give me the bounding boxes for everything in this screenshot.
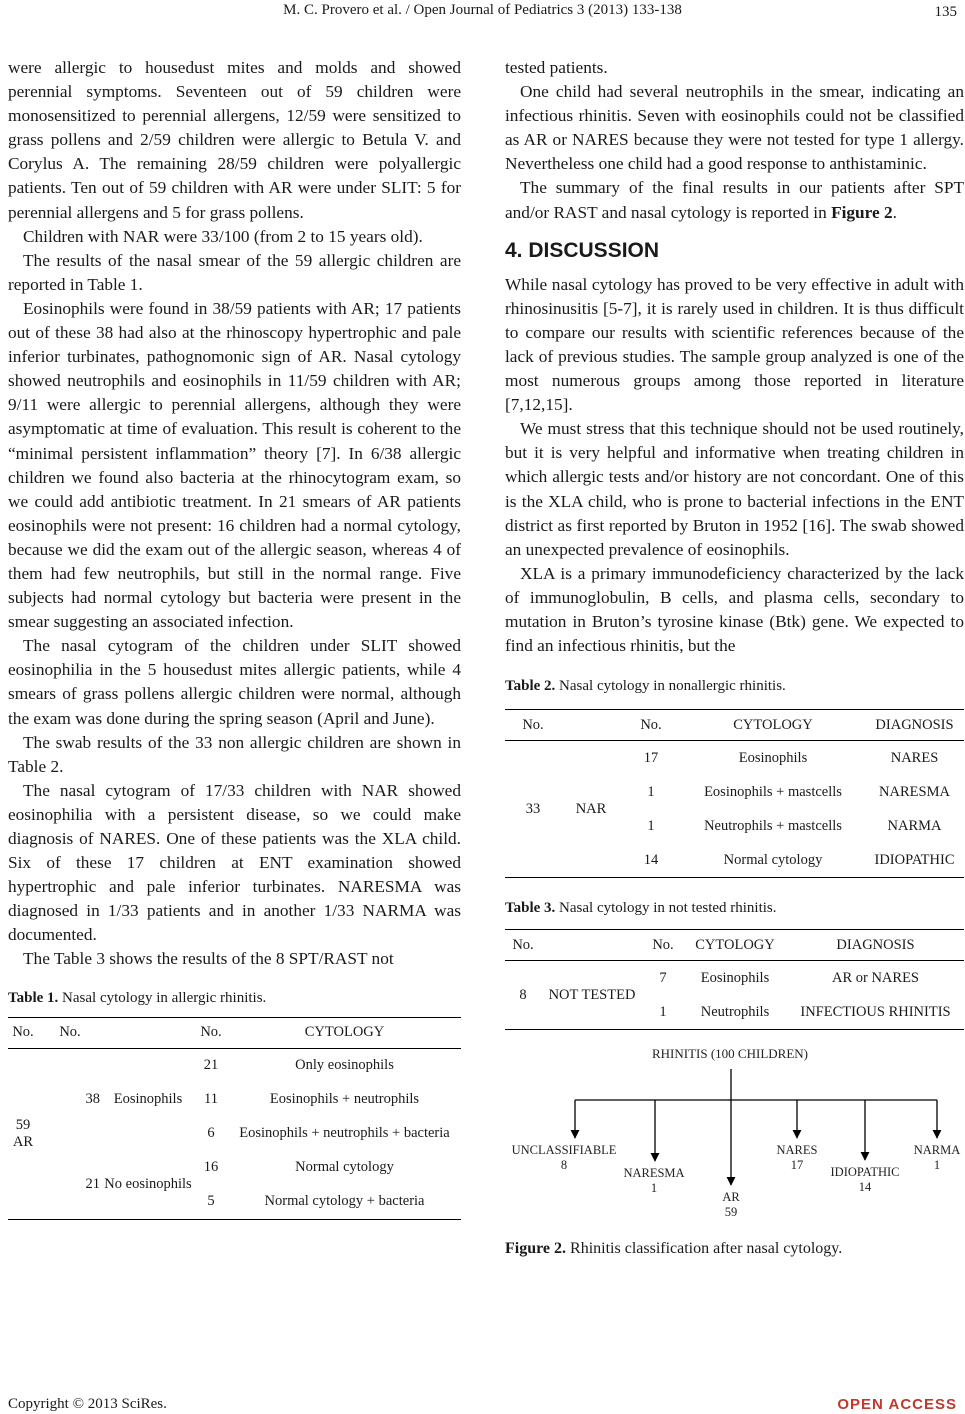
table2-cytology: Eosinophils: [738, 749, 808, 766]
figure2-node-label: AR: [722, 1190, 740, 1205]
table2-group-count: 33: [505, 741, 561, 878]
figure2-node-label: NARESMA: [623, 1166, 685, 1181]
figure2-caption-label: Figure 2.: [505, 1240, 567, 1258]
table3-caption-label: Table 3.: [505, 900, 556, 917]
figure-ref: Figure 2: [831, 202, 893, 222]
table1-header: No.: [8, 1017, 38, 1049]
figure2-node-count: 14: [858, 1180, 872, 1195]
table1: [8, 1017, 461, 1220]
table1-n: 11: [204, 1091, 218, 1108]
table2-n: 17: [643, 749, 659, 766]
table1-header: CYTOLOGY: [228, 1017, 461, 1049]
table1-n: 5: [194, 1185, 228, 1220]
paragraph: XLA is a primary immunodeficiency characterized by the lack of immunoglobulin, B cells, and plasma cells, secondary to mutation in Bruton’s tyrosine kinase (Btk) gene. We expected to find an infectious rhinitis, but the: [505, 563, 964, 656]
table2-n: 1: [647, 783, 655, 800]
table2-diagnosis: NARESMA: [879, 783, 950, 800]
table1-n: 21: [203, 1057, 219, 1074]
running-header: [0, 2, 965, 22]
table2-n: 1: [647, 817, 655, 834]
table3-header: No.: [505, 929, 541, 961]
table2-caption: [505, 678, 964, 695]
table1-header: No.: [194, 1017, 228, 1049]
table3-header: No.: [643, 929, 683, 961]
table3-diagnosis: AR or NARES: [831, 969, 919, 986]
table1-caption-text: Nasal cytology in allergic rhinitis.: [58, 989, 267, 1006]
paragraph: The results of the nasal smear of the 59 allergic children are reported in Table 1.: [8, 250, 461, 294]
table1-cytology: Eosinophils + neutrophils: [269, 1091, 420, 1108]
table3-cytology: Neutrophils: [683, 995, 787, 1030]
table2-header: No.: [621, 709, 681, 741]
figure2-node-label: IDIOPATHIC: [830, 1165, 900, 1180]
table2-cytology: Normal cytology: [681, 843, 865, 878]
table2-group-label: NAR: [561, 741, 621, 878]
table1-n: 6: [207, 1125, 215, 1142]
paragraph: Children with NAR were 33/100 (from 2 to 15 years old).: [23, 226, 423, 246]
paragraph: The nasal cytogram of the children under SLIT showed eosinophilia in the 5 housedust mites allergic patients, while 4 smears of grass pollens allergic children were normal, although the exam was done during the spring season (April and June).: [8, 636, 461, 728]
table1-sub2-count: 21: [38, 1151, 102, 1220]
table3: [505, 929, 964, 1030]
figure2-caption: [505, 1240, 964, 1258]
copyright: Copyright © 2013 SciRes.: [8, 1396, 167, 1412]
table3-header: DIAGNOSIS: [787, 929, 964, 961]
table1-sub2-label: No eosinophils: [102, 1151, 194, 1220]
paragraph: We must stress that this technique should not be used routinely, but it is very helpful and informative when treating children in which allergic tests and/or history are not concordant. One of this is the XLA child, who is prone to bacterial infections in the ENT district as first reported by Bruton in 1952 [16]. The swab showed an unexpected prevalence of eosinophils.: [505, 419, 964, 559]
table1-cytology: Only eosinophils: [295, 1057, 394, 1074]
right-column: [505, 56, 964, 1266]
table2-cytology: Neutrophils + mastcells: [704, 817, 842, 834]
table3-header: CYTOLOGY: [683, 929, 787, 961]
paragraph: Eosinophils were found in 38/59 patients with AR; 17 patients out of these 38 had also at the rhinoscopy hypertrophic and pale inferior turbinates, pathognomonic sign of AR. Nasal cytology showed neutrophils and eosinophils in 11/59 children with AR; 9/11 were allergic to perennial allergens, although they were asymptomatic at time of evaluation. This result is coherent to the “minimal persistent inflammation” theory [7]. In 6/38 allergic children we found also bacteria at the rhinocytogram exam, so we could add antibiotic treatment. In 21 smears of AR patients eosinophils were not present: 16 children had a normal cytology, because we did the exam out of the allergic season, whereas 4 of them had few neutrophils, but still in the normal range. Five subjects had normal cytology but bacteria were present in the smear suggesting an associated infection.: [8, 298, 461, 632]
paragraph: While nasal cytology has proved to be very effective in adult with rhinosinusitis [5-7], it is rarely used in children. It is thus difficult to compare our results with scientific references because of the lack of previous studies. The sample group analyzed is one of the most numerous groups among those reported in literature [7,12,15].: [505, 274, 964, 415]
table3-diagnosis: INFECTIOUS RHINITIS: [787, 995, 964, 1030]
table3-group-label: NOT TESTED: [541, 961, 643, 1030]
table1-header: No.: [38, 1017, 102, 1049]
table1-n: 16: [203, 1159, 219, 1176]
table1-caption: [8, 990, 461, 1007]
table1-cytology: Normal cytology + bacteria: [228, 1185, 461, 1220]
table2-cytology: Eosinophils + mastcells: [704, 783, 842, 800]
table3-n: 1: [643, 995, 683, 1030]
paragraph: The nasal cytogram of 17/33 children with NAR showed eosinophilia with a persistent disease, so we could make diagnosis of NARES. One of these patients was the XLA child. Six of these 17 children at ENT examination showed hypertrophic and pale inferior turbinates. NARESMA was diagnosed in 1/33 patients and in another 1/33 NARMA was documented.: [8, 780, 461, 945]
table2-header: DIAGNOSIS: [865, 709, 964, 741]
page-number: 135: [934, 4, 957, 20]
figure2-node-count: 59: [724, 1205, 738, 1220]
figure2-node-count: 1: [933, 1158, 941, 1173]
figure2-caption-text: Rhinitis classification after nasal cytology.: [566, 1240, 843, 1258]
table1-cytology: Eosinophils + neutrophils + bacteria: [239, 1125, 450, 1142]
open-access-label: OPEN ACCESS: [837, 1396, 957, 1413]
paragraph: [505, 176, 964, 224]
table2-diagnosis: NARMA: [887, 817, 942, 834]
table2-caption-label: Table 2.: [505, 678, 556, 695]
table3-cytology: Eosinophils: [700, 969, 770, 986]
summary-end: .: [892, 202, 897, 222]
figure2-node-label: NARES: [776, 1143, 818, 1158]
table1-caption-label: Table 1.: [8, 989, 59, 1006]
running-head: M. C. Provero et al. / Open Journal of Pediatrics 3 (2013) 133-138: [283, 2, 682, 18]
table3-group-count: 8: [505, 961, 541, 1030]
paragraph: The swab results of the 33 non allergic children are shown in Table 2.: [8, 732, 461, 776]
table3-caption-text: Nasal cytology in not tested rhinitis.: [555, 900, 777, 917]
figure2-node-count: 8: [560, 1158, 568, 1173]
paragraph: were allergic to housedust mites and molds and showed perennial symptoms. Seventeen out of 59 children were monosensitized to perennial allergens, 12/59 were sensitized to grass pollens and 2/59 children were allergic to Betula V. and Corylus A. The remaining 28/59 children were polyallergic patients. Ten out of 59 children with AR were under SLIT: 5 for perennial allergens and 5 for grass pollens.: [8, 58, 461, 222]
table2-header: No.: [505, 709, 561, 741]
figure2-node-count: 1: [650, 1181, 658, 1196]
figure2-node-label: UNCLASSIFIABLE: [511, 1143, 617, 1158]
figure2-root: RHINITIS (100 CHILDREN): [652, 1046, 808, 1062]
summary-text: The summary of the final results in our patients after SPT and/or RAST and nasal cytology is reported in: [505, 178, 964, 222]
table1-group-count: 59: [15, 1116, 31, 1133]
table2-header: CYTOLOGY: [681, 709, 865, 741]
section-heading: 4. DISCUSSION: [505, 238, 660, 262]
left-column: [8, 56, 461, 1220]
figure2-node-label: NARMA: [913, 1143, 961, 1158]
table1-sub1-count: 38: [85, 1091, 100, 1108]
table2-diagnosis: NARES: [890, 749, 939, 766]
paragraph: tested patients.: [505, 58, 608, 77]
table1-sub1-label: Eosinophils: [113, 1091, 183, 1108]
paragraph: The Table 3 shows the results of the 8 SPT/RAST not: [23, 949, 394, 969]
table3-caption: [505, 900, 964, 917]
table2-caption-text: Nasal cytology in nonallergic rhinitis.: [555, 678, 786, 695]
table2: [505, 709, 964, 878]
table3-n: 7: [659, 969, 667, 986]
figure2-diagram: [505, 1044, 964, 1234]
table1-cytology: Normal cytology: [295, 1159, 394, 1176]
table2-n: 14: [621, 843, 681, 878]
table1-group-label: AR: [12, 1133, 34, 1150]
paragraph: One child had several neutrophils in the smear, indicating an infectious rhinitis. Seven with eosinophils could not be classified as AR or NARES because they were not tested for type 1 allergy. Nevertheless one child had a good response to anthistaminic.: [505, 82, 964, 174]
table2-diagnosis: IDIOPATHIC: [865, 843, 964, 878]
figure2-node-count: 17: [790, 1158, 804, 1173]
